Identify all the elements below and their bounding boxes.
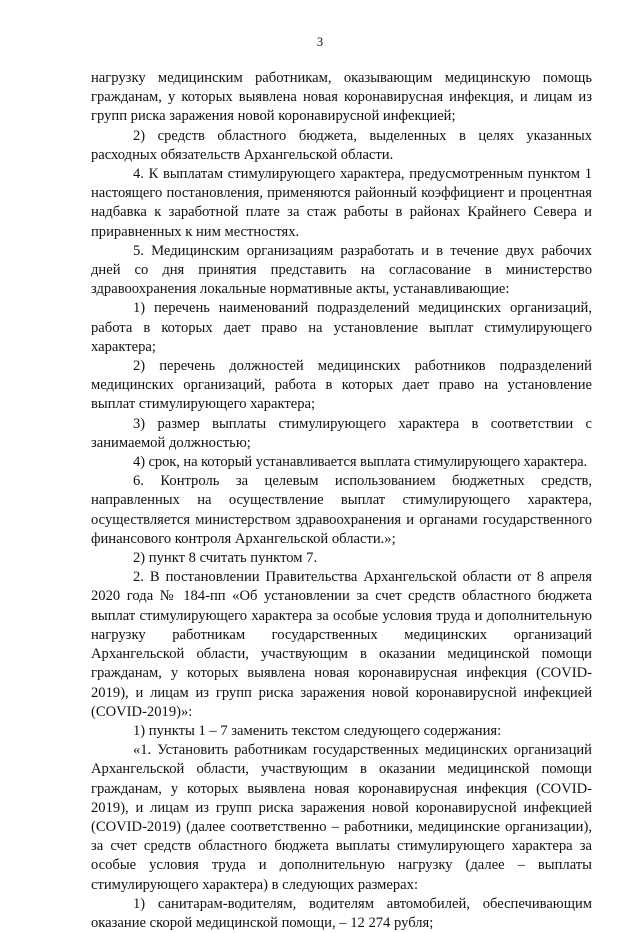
paragraph-subitem-1: 1) перечень наименований подразделений медицинских организаций, работа в которых дает право на установление выплат стимулирующего характера; — [91, 300, 592, 355]
paragraph-clause-6: 6. Контроль за целевым использованием бюджетных средств, направленных на осуществление выплат стимулирующего характера, осуществляется министерством здравоохранения и органами государственного финансового контроля Архангельской области.»; — [91, 473, 592, 547]
document-body — [91, 69, 592, 933]
paragraph-subitem-3: 3) размер выплаты стимулирующего характера в соответствии с занимаемой должностью; — [91, 415, 592, 451]
paragraph-new-clause-1: «1. Установить работникам государственных медицинских организаций Архангельской области, участвующим в оказании медицинской помощи гражданам, у которых выявлена новая коронавирусная инфекция (COVID-2019), и лицам из групп риска заражения новой коронавирусной инфекцией (COVID-2019) (далее соответственно – работники, медицинские организации), за счет средств областного бюджета выплаты стимулирующего характера за особые условия труда и дополнительную нагрузку (далее – выплаты стимулирующего характера) в следующих размерах: — [91, 742, 592, 893]
paragraph-replace-items: 1) пункты 1 – 7 заменить текстом следующего содержания: — [133, 722, 502, 739]
paragraph-item-2-renumber: 2) пункт 8 считать пунктом 7. — [133, 550, 318, 567]
page-number: 3 — [316, 35, 324, 49]
paragraph-item-2-budget: 2) средств областного бюджета, выделенных в целях указанных расходных обязательств Архангельской области. — [91, 127, 592, 163]
paragraph-subitem-2: 2) перечень должностей медицинских работников подразделений медицинских организаций, работа в которых дает право на установление выплат стимулирующего характера; — [91, 358, 592, 413]
paragraph-subitem-4: 4) срок, на который устанавливается выплата стимулирующего характера. — [133, 454, 588, 471]
paragraph-clause-5: 5. Медицинским организациям разработать и в течение двух рабочих дней со дня принятия представить на согласование в министерство здравоохранения локальные нормативные акты, устанавливающие: — [91, 242, 592, 298]
paragraph-continuation: нагрузку медицинским работникам, оказывающим медицинскую помощь гражданам, у которых выявлена новая коронавирусная инфекция, и лицам из групп риска заражения новой коронавирусной инфекцией; — [91, 70, 592, 125]
paragraph-section-2: 2. В постановлении Правительства Архангельской области от 8 апреля 2020 года № 184-пп «Об установлении за счет средств областного бюджета выплат стимулирующего характера за особые условия труда и дополнительную нагрузку работникам государственных медицинских организаций Архангельской области, участвующим в оказании медицинской помощи гражданам, у которых выявлена новая коронавирусная инфекция (COVID-2019), и лицам из групп риска заражения новой коронавирусной инфекцией (COVID-2019)»: — [91, 569, 592, 720]
paragraph-new-subitem-1: 1) санитарам-водителям, водителям автомобилей, обеспечивающим оказание скорой медицинской помощи, – 12 274 рубля; — [91, 895, 592, 931]
paragraph-clause-4: 4. К выплатам стимулирующего характера, предусмотренным пунктом 1 настоящего постановления, применяются районный коэффициент и процентная надбавка к заработной плате за стаж работы в районах Крайнего Севера и приравненных к ним местностях. — [91, 166, 592, 240]
